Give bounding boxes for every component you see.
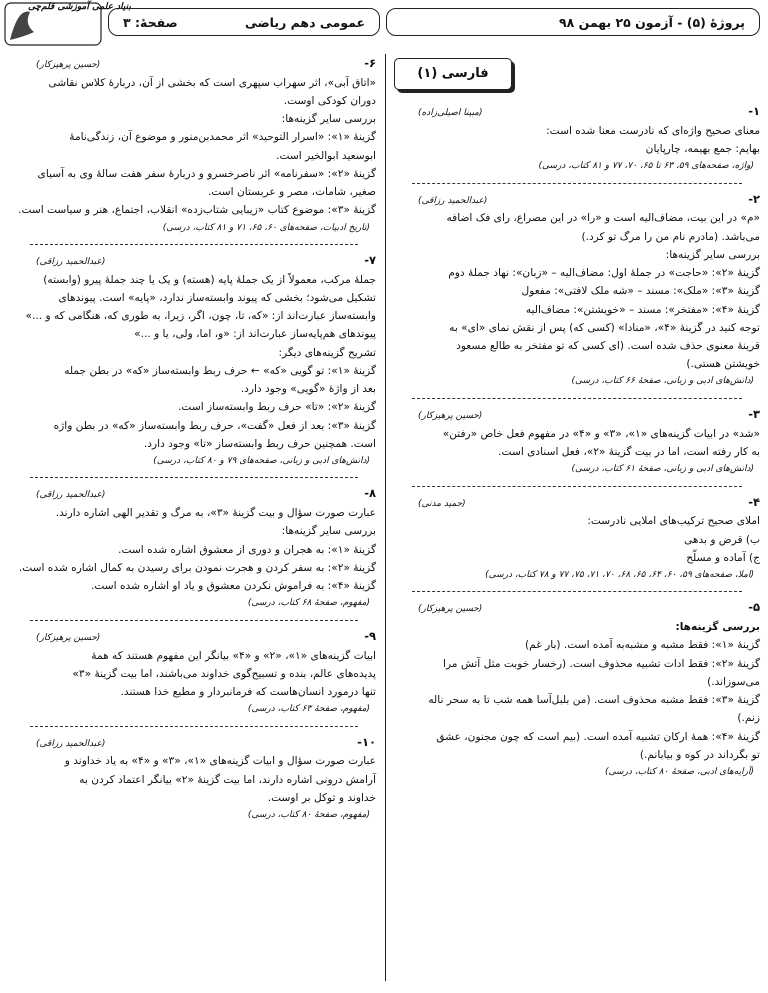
answer-line: آرامش درونی اشاره دارند، اما بیت گزینهٔ «۲» بیانگر اعتماد کردن به <box>79 773 376 786</box>
answer-header <box>12 627 376 647</box>
answer-reference: (املا، صفحه‌های ۵۹، ۶۰، ۶۴، ۶۵، ۶۸، ۷۰، ۷۱، ۷۵، ۷۷ و ۷۸ کتاب، درسی) <box>485 569 754 580</box>
answer-header <box>394 493 760 513</box>
answer-item <box>394 405 760 478</box>
answer-line: ابیات گزینه‌های «۱»، «۲» و «۴» بیانگر این مفهوم هستند که همهٔ <box>91 649 376 662</box>
answer-line: گزینهٔ «۱»: تو گویی «که» ← حرف ربط وابسته‌ساز «که» در بطن جمله <box>64 364 376 377</box>
question-number: ۱- <box>748 104 760 118</box>
answer-item <box>12 733 376 824</box>
answer-line: گزینهٔ «۴»: همهٔ ارکان تشبیه آمده است. (بیم است که چون مجنون، عشق <box>436 730 760 743</box>
subject-box <box>108 8 380 36</box>
answer-item <box>394 102 760 175</box>
answer-line: است. همچنین حرف ربط وابسته‌ساز «تا» وجود دارد. <box>143 437 376 450</box>
answer-line: «اتاق آبی»، اثر سهراب سپهری است که بخشی از آن، دربارهٔ کلاس نقاشی <box>48 76 376 89</box>
answer-header <box>394 598 760 618</box>
answer-header <box>12 484 376 504</box>
exam-title: پروژهٔ (۵) - آزمون ۲۵ بهمن ۹۸ <box>558 14 745 30</box>
right-column <box>394 48 760 987</box>
answer-line: گزینهٔ «۱»: فقط مشبه و مشبه‌به آمده است. (بار غم) <box>525 639 760 652</box>
answer-line: گزینهٔ «۳»: «ملک»: مسند – «شه ملک لافتی»: مفعول <box>521 285 760 298</box>
answer-line: خویشتن هستی.) <box>686 358 760 371</box>
answer-line: بعد از واژهٔ «گویی» وجود دارد. <box>240 383 376 396</box>
author-name: (عبدالحمید رزاقی) <box>36 738 106 749</box>
answer-header <box>12 251 376 271</box>
question-number: ۹- <box>364 628 376 643</box>
answer-line: ابوسعید ابوالخیر است. <box>276 149 376 162</box>
answer-line: دوران کودکی اوست. <box>283 94 376 107</box>
answer-header <box>394 102 760 122</box>
answer-reference: (دانش‌های ادبی و زبانی، صفحهٔ ۶۶ کتاب، درسی) <box>571 376 754 387</box>
answer-line: ج) آماده و مسلّح <box>686 551 760 564</box>
answer-line: املای صحیح ترکیب‌های املایی نادرست: <box>587 515 760 528</box>
author-name: (مبینا اصیلی‌زاده) <box>418 108 483 118</box>
author-name: (حسین پرهیزکار) <box>36 632 101 643</box>
answer-line: گزینهٔ «۱»: «اسرار التوحید» اثر محمدبن‌منور و موضوع آن، زندگی‌نامهٔ <box>69 131 376 144</box>
answer-item <box>12 251 376 469</box>
dashed-separator <box>412 183 742 184</box>
answer-line: صغیر، شامات، مصر و عربستان است. <box>208 186 376 199</box>
dashed-separator <box>412 486 742 487</box>
logo-text: بنیاد علمی آموزشی قلم‌چی <box>28 2 131 12</box>
answer-item <box>12 54 376 236</box>
answer-line: «شد» در ابیات گزینه‌های «۱»، «۳» و «۴» در مفهوم فعل خاص «رفتن» <box>442 427 760 440</box>
exam-title-box <box>386 8 760 36</box>
dashed-separator <box>30 244 358 245</box>
answer-line: بررسی سایر گزینه‌ها: <box>665 248 760 261</box>
answer-line: گزینهٔ «۲»: «حاجت» در جملهٔ اول: مضاف‌الیه – «زبان»: نهاد جملهٔ دوم <box>448 267 760 280</box>
answer-line: قرینهٔ معنوی حذف شده است. (ای کسی که تو مفتخر به طالع مسعود <box>456 339 760 352</box>
answer-reference: (آرایه‌های ادبی، صفحهٔ ۸۰ کتاب، درسی) <box>605 766 754 777</box>
answer-item <box>394 598 760 780</box>
answer-line: توجه کنید در گزینهٔ «۴»، «منادا» (کسی که) پس از نقش نمای «ای» به <box>449 321 760 334</box>
author-name: (حمید مدنی) <box>418 498 466 509</box>
answer-item <box>12 627 376 718</box>
answer-line: به کار رفته است، اما در بیت گزینهٔ «۲»، فعل اسنادی است. <box>498 445 760 458</box>
answer-line: معنای صحیح واژه‌ای که نادرست معنا شده است: <box>546 124 760 137</box>
answer-line: گزینهٔ «۳»: بعد از فعل «گفت»، حرف ربط وابسته‌ساز «که» در بطن واژه <box>53 419 376 432</box>
answer-line: بهایم: جمع بهیمه، چارپایان <box>645 142 760 155</box>
answer-line: گزینهٔ «۳»: موضوع کتاب «زیبایی شتاب‌زده» انقلاب، اجتماع، هنر و سیاست است. <box>18 204 376 217</box>
answer-line: خداوند و توکل بر اوست. <box>267 791 376 804</box>
author-name: (عبدالحمید رزاقی) <box>36 256 106 267</box>
author-name: (حسین پرهیزکار) <box>418 604 483 615</box>
question-number: ۷- <box>364 252 376 267</box>
author-name: (حسین پرهیزکار) <box>36 60 101 70</box>
page-number: صفحهٔ: ۳ <box>123 14 178 30</box>
answer-line: تو بگرداند در کوه و بیابانم.) <box>639 748 760 761</box>
answer-reference: (مفهوم، صفحهٔ ۸۰ کتاب، درسی) <box>247 810 370 821</box>
answer-line: گزینهٔ «۳»: فقط مشبه محذوف است. (من بلبل‌آسا همه شب تا به سحر ناله <box>428 694 760 707</box>
answer-reference: (واژه، صفحه‌های ۵۹، ۶۳ تا ۶۵، ۷۰، ۷۷ و ۸۱ کتاب، درسی) <box>538 161 754 172</box>
question-number: ۴- <box>748 494 760 509</box>
answer-line: پدیده‌های عالم، بنده و تسبیح‌گوی خداوند می‌باشند، اما بیت گزینهٔ «۳» <box>72 667 376 680</box>
answer-line: گزینهٔ «۲»: «تا» حرف ربط وابسته‌ساز است. <box>178 401 376 414</box>
answer-item <box>394 493 760 584</box>
answer-line: تشکیل می‌شود؛ بخشی که پیوند وابسته‌ساز ندارد، «پایه» است. پیوندهای <box>58 291 376 304</box>
author-name: (حسین پرهیزکار) <box>418 410 483 421</box>
dashed-separator <box>412 398 742 399</box>
author-name: (عبدالحمید رزاقی) <box>418 195 488 206</box>
subject-title: عمومی دهم ریاضی <box>244 14 365 30</box>
answer-line: می‌سوزاند.) <box>707 675 760 688</box>
answer-line: جملهٔ مرکب، معمولاً از یک جملهٔ پایه (هسته) و یک یا چند جملهٔ پیرو (وابسته) <box>43 273 376 286</box>
answer-line: تنها درمورد انسان‌هاست که فرمانبردار و مطیع خدا هستند. <box>120 685 376 698</box>
answer-line: گزینهٔ «۴»: «مفتخر»: مسند – «خویشتن»: مضاف‌الیه <box>525 303 760 316</box>
answer-reference: (مفهوم، صفحهٔ ۶۸ کتاب، درسی) <box>247 598 370 609</box>
answer-reference: (تاریخ ادبیات، صفحه‌های ۶۰، ۶۵، ۷۱ و ۸۱ کتاب، درسی) <box>162 222 370 233</box>
question-number: ۵- <box>748 600 760 615</box>
dashed-separator <box>30 477 358 478</box>
answer-line: عبارت صورت سؤال و ابیات گزینه‌های «۱»، «۳» و «۴» به یاد خداوند و <box>64 755 376 768</box>
dashed-separator <box>412 591 742 592</box>
answer-line: بررسی سایر گزینه‌ها: <box>281 113 376 126</box>
answer-line: گزینهٔ «۴»: به فراموش نکردن معشوق و یاد او اشاره شده است. <box>91 580 376 593</box>
answer-line: عبارت صورت سؤال و بیت گزینهٔ «۳»، به مرگ و تقدیر الهی اشاره دارند. <box>55 507 376 520</box>
question-number: ۱۰- <box>357 734 376 749</box>
answer-line: پیوندهای هم‌پایه‌ساز عبارت‌اند از: «و، اما، ولی، یا و ...» <box>134 328 376 341</box>
answer-header <box>12 733 376 753</box>
section-title: فارسی (۱) <box>394 58 512 90</box>
question-number: ۳- <box>748 406 760 421</box>
answer-line: گزینهٔ «۲»: «سفرنامه» اثر ناصرخسرو و دربارهٔ سفر هفت سالهٔ وی به آسیای <box>37 167 376 180</box>
answer-subheading: بررسی گزینه‌ها: <box>675 621 760 634</box>
author-name: (عبدالحمید رزاقی) <box>36 490 106 501</box>
answer-item <box>394 190 760 390</box>
answer-header <box>394 405 760 425</box>
column-divider <box>385 54 386 981</box>
left-column <box>12 48 376 987</box>
answer-line: وابسته‌ساز عبارت‌اند از: «که، تا، چون، اگر، زیرا، به طوری که، هنگامی که و ...» <box>25 310 376 323</box>
dashed-separator <box>30 620 358 621</box>
answer-line: زنم.) <box>737 712 760 725</box>
answer-line: ب) قرض و بدهی <box>684 533 760 546</box>
answer-item <box>12 484 376 611</box>
question-number: ۲- <box>748 191 760 206</box>
answer-header <box>394 190 760 210</box>
answer-line: گزینهٔ «۲»: فقط ادات تشبیه محذوف است. (رخسار خوبت مثل آتش مرا <box>443 657 760 670</box>
answer-line: گزینهٔ «۲»: به سفر کردن و هجرت نمودن برای رسیدن به کمال اشاره شده است. <box>18 561 376 574</box>
answer-line: بررسی سایر گزینه‌ها: <box>281 525 376 538</box>
answer-reference: (مفهوم، صفحهٔ ۶۳ کتاب، درسی) <box>247 704 370 715</box>
answer-header <box>12 54 376 74</box>
answer-reference: (دانش‌های ادبی و زبانی، صفحهٔ ۶۱ کتاب، درسی) <box>571 464 754 475</box>
answer-line: گزینهٔ «۱»: به هجران و دوری از معشوق اشاره شده است. <box>118 543 376 556</box>
question-number: ۸- <box>364 486 376 501</box>
answer-line: می‌باشد. (مادرم نام من را مرگ تو کرد.) <box>581 230 760 243</box>
dashed-separator <box>30 726 358 727</box>
question-number: ۶- <box>364 56 376 70</box>
answer-reference: (دانش‌های ادبی و زبانی، صفحه‌های ۷۹ و ۸۰ کتاب، درسی) <box>153 455 370 466</box>
answer-line: «م» در این بیت، مضاف‌الیه است و «را» در این مصراع، رای فک اضافه <box>446 212 760 225</box>
answer-line: تشریح گزینه‌های دیگر: <box>278 346 376 359</box>
